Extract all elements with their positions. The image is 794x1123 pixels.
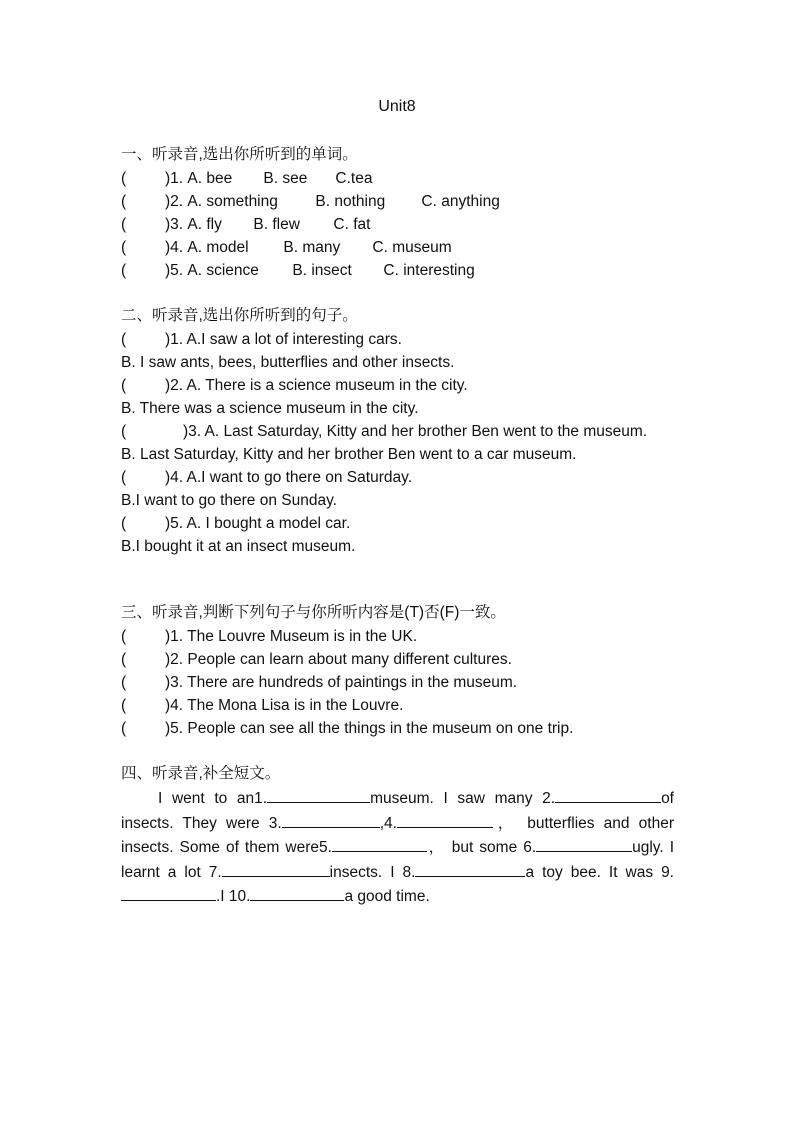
s2-question-5b: B.I bought it at an insect museum. — [121, 538, 356, 555]
section-1 — [121, 143, 674, 282]
blank-9[interactable] — [121, 884, 216, 901]
section-2 — [121, 304, 674, 558]
s3-statement-4: ( )4. The Mona Lisa is in the Louvre. — [121, 697, 404, 714]
section-2-heading: 二、听录音,选出你所听到的句子。 — [121, 307, 358, 324]
s3-statement-5: ( )5. People can see all the things in the museum on one trip. — [121, 720, 574, 737]
s1-question-5: ( )5. A. science B. insect C. interesting — [121, 262, 475, 279]
cloze-paragraph: I went to an1. museum. I saw many 2. of insects. They were 3. ,4. ， butterflies and other insects. Some of them were5. ， but some 6. ugly. I learnt a lot 7. insects. I 8. a toy bee. It was 9..I 10. a good time. — [121, 786, 674, 909]
section-4 — [121, 762, 674, 909]
page-title: Unit8 — [378, 98, 416, 115]
s2-question-1b: B. I saw ants, bees, butterflies and other insects. — [121, 354, 455, 371]
s2-question-4b: B.I want to go there on Sunday. — [121, 492, 337, 509]
blank-1[interactable] — [267, 786, 370, 803]
blank-2[interactable] — [555, 786, 661, 803]
s1-question-3: ( )3. A. fly B. flew C. fat — [121, 216, 371, 233]
s2-question-2b: B. There was a science museum in the city. — [121, 400, 419, 417]
s3-statement-2: ( )2. People can learn about many different cultures. — [121, 651, 512, 668]
s1-question-4: ( )4. A. model B. many C. museum — [121, 239, 452, 256]
blank-10[interactable] — [250, 884, 344, 901]
blank-6[interactable] — [536, 835, 632, 852]
s2-question-2a: ( )2. A. There is a science museum in the city. — [121, 377, 468, 394]
blank-4[interactable] — [397, 811, 493, 828]
s2-question-5a: ( )5. A. I bought a model car. — [121, 515, 351, 532]
s2-question-3a: ( )3. A. Last Saturday, Kitty and her brother Ben went to the museum. — [121, 423, 648, 440]
blank-3[interactable] — [282, 811, 380, 828]
s3-statement-1: ( )1. The Louvre Museum is in the UK. — [121, 628, 418, 645]
s2-question-4a: ( )4. A.I want to go there on Saturday. — [121, 469, 413, 486]
blank-8[interactable] — [415, 860, 525, 877]
section-3 — [121, 601, 674, 740]
s3-statement-3: ( )3. There are hundreds of paintings in the museum. — [121, 674, 518, 691]
section-4-heading: 四、听录音,补全短文。 — [121, 765, 281, 782]
s1-question-1: ( )1. A. bee B. see C.tea — [121, 170, 373, 187]
s1-question-2: ( )2. A. something B. nothing C. anything — [121, 193, 500, 210]
blank-5[interactable] — [332, 835, 427, 852]
section-1-heading: 一、听录音,选出你所听到的单词。 — [121, 146, 358, 163]
blank-7[interactable] — [222, 860, 330, 877]
s2-question-1a: ( )1. A.I saw a lot of interesting cars. — [121, 331, 402, 348]
section-3-heading: 三、听录音,判断下列句子与你所听内容是(T)否(F)一致。 — [121, 604, 506, 621]
s2-question-3b: B. Last Saturday, Kitty and her brother Ben went to a car museum. — [121, 446, 577, 463]
